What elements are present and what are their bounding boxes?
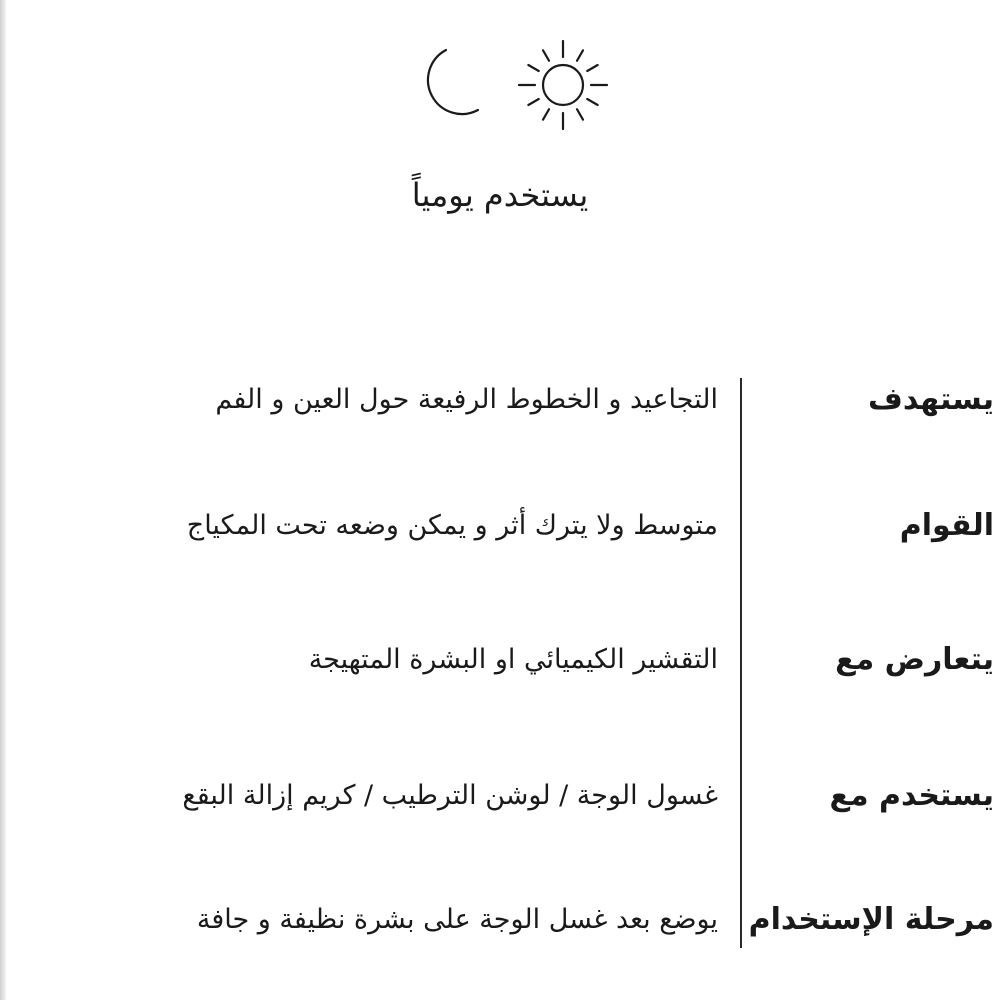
detail-value: يوضع بعد غسل الوجة على بشرة نظيفة و جافة: [196, 904, 718, 935]
detail-row-usage-step: [0, 890, 1000, 950]
moon-icon: [398, 40, 488, 130]
sun-ray: [587, 65, 597, 71]
detail-row-pairs-with: [0, 766, 1000, 826]
detail-row-texture: [0, 496, 1000, 556]
detail-value: متوسط ولا يترك أثر و يمكن وضعه تحت المكياج: [186, 510, 718, 541]
detail-label: يستهدف: [867, 382, 994, 417]
sun-ray: [577, 109, 583, 119]
detail-row-target: [0, 370, 1000, 430]
sun-ray: [528, 99, 538, 105]
detail-value: التجاعيد و الخطوط الرفيعة حول العين و الفم: [215, 384, 718, 415]
detail-value: غسول الوجة / لوشن الترطيب / كريم إزالة البقع: [182, 780, 718, 811]
detail-label: مرحلة الإستخدام: [748, 902, 994, 937]
sun-ray: [543, 50, 549, 60]
sun-icon: [508, 30, 618, 140]
usage-frequency-label: يستخدم يومياً: [411, 176, 589, 214]
detail-label: القوام: [899, 508, 994, 543]
detail-row-conflicts: [0, 630, 1000, 690]
sun-ray: [528, 65, 538, 71]
sun-ray: [577, 50, 583, 60]
day-night-icons: [0, 0, 1000, 140]
detail-label: يتعارض مع: [835, 642, 994, 677]
sun-ray: [587, 99, 597, 105]
detail-label: يستخدم مع: [829, 778, 994, 813]
sun-ray: [543, 109, 549, 119]
detail-value: التقشير الكيميائي او البشرة المتهيجة: [308, 644, 718, 675]
